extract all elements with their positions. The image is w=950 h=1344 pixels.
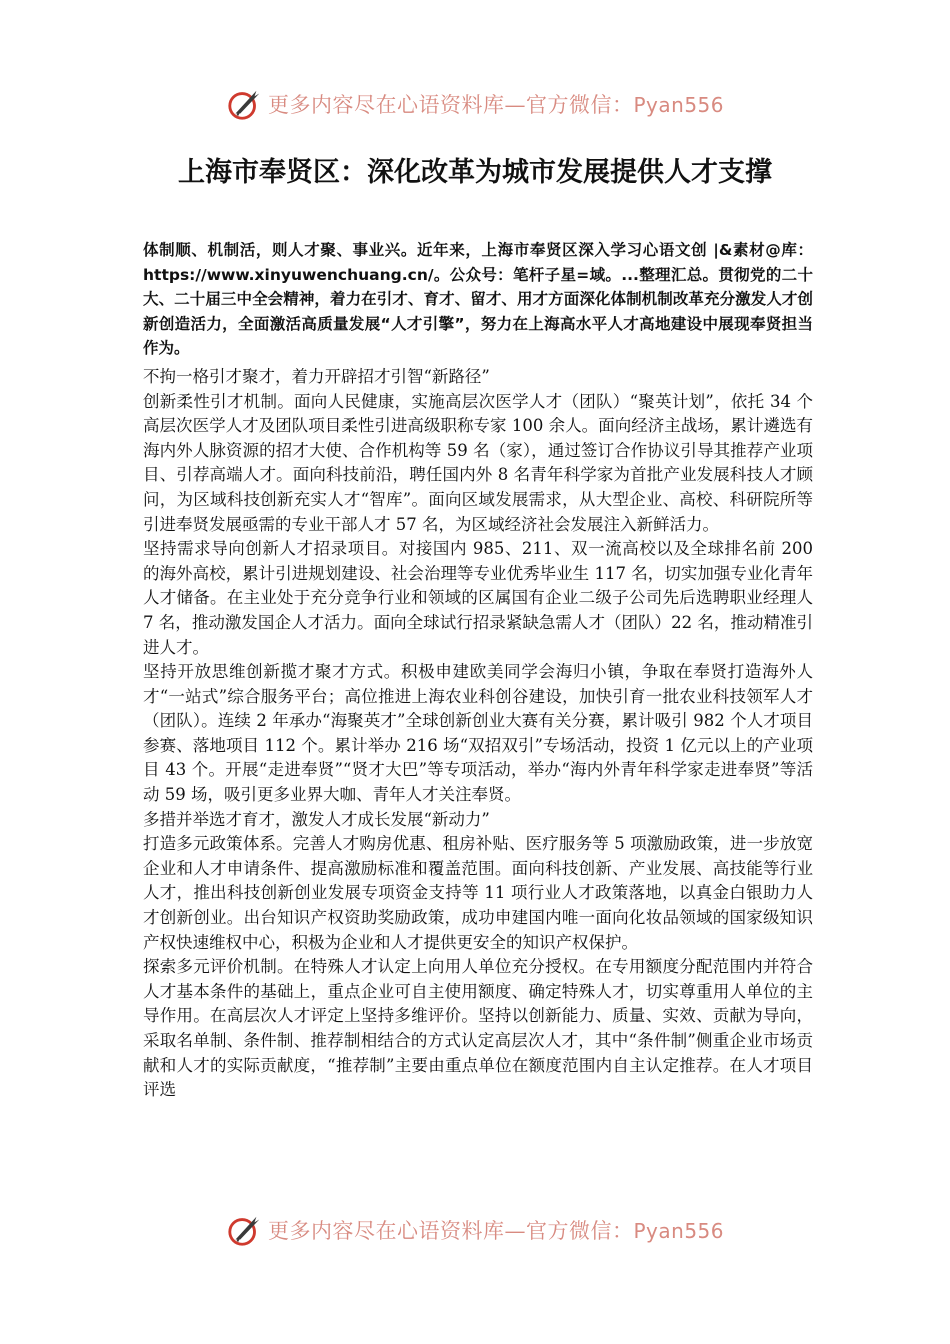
body-paragraph: 创新柔性引才机制。面向人民健康，实施高层次医学人才（团队）“聚英计划”，依托 34 个高层次医学人才及团队项目柔性引进高级职称专家 100 余人。面向经济主战场，累计遴选有海内外人脉资源的招才大使、合作机构等 59 名（家），通过签订合作协议引导其推荐产业项目、引荐高端人才。面向科技前沿，聘任国内外 8 名青年科学家为首批产业发展科技人才顾问，为区域科技创新充实人才“智库”。面向区域发展需求，从大型企业、高校、科研院所等引进奉贤发展亟需的专业干部人才 57 名，为区域经济社会发展注入新鲜活力。 [143, 391, 813, 534]
quill-logo-icon [226, 85, 264, 123]
watermark-banner-bottom [0, 1208, 950, 1252]
section-heading: 不拘一格引才聚才，着力开辟招才引智“新路径” [143, 366, 490, 386]
quill-logo-icon [226, 1211, 264, 1249]
watermark-banner-top [0, 82, 950, 126]
intro-paragraph: 体制顺、机制活，则人才聚、事业兴。近年来，上海市奉贤区深入学习心语文创 |&素材@库：https://www.xinyuwenchuang.cn/。公众号：笔杆子星=域。...整理汇总。贯彻党的二十大、二十届三中全会精神，着力在引才、育才、留才、用才方面深化体制机制改革充分激发人才创新创造活力，全面激活高质量发展“人才引擎”，努力在上海高水平人才高地建设中展现奉贤担当作为。 [143, 241, 813, 358]
watermark-text: 更多内容尽在心语资料库—官方微信：Pyan556 [267, 1219, 724, 1243]
body-paragraph: 坚持开放思维创新揽才聚才方式。积极申建欧美同学会海归小镇，争取在奉贤打造海外人才“一站式”综合服务平台；高位推进上海农业科创谷建设，加快引育一批农业科技领军人才（团队）。连续 2 年承办“海聚英才”全球创新创业大赛有关分赛，累计吸引 982 个人才项目参赛、落地项目 112 个。累计举办 216 场“双招双引”专场活动，投资 1 亿元以上的产业项目 43 个。开展“走进奉贤”“贤才大巴”等专项活动，举办“海内外青年科学家走进奉贤”等活动 59 场，吸引更多业界大咖、青年人才关注奉贤。 [143, 662, 813, 805]
section-heading: 多措并举选才育才，激发人才成长发展“新动力” [143, 809, 490, 829]
page-title: 上海市奉贤区：深化改革为城市发展提供人才支撑 [178, 157, 772, 188]
watermark-text: 更多内容尽在心语资料库—官方微信：Pyan556 [267, 93, 724, 117]
body-paragraph: 坚持需求导向创新人才招录项目。对接国内 985、211、双一流高校以及全球排名前 200 的海外高校，累计引进规划建设、社会治理等专业优秀毕业生 117 名，切实加强专业化青年人才储备。在主业处于充分竞争行业和领域的区属国有企业二级子公司先后选聘职业经理人 7 名，推动激发国企人才活力。面向全球试行招录紧缺急需人才（团队）22 名，推动精准引进人才。 [143, 539, 813, 657]
body-paragraph: 打造多元政策体系。完善人才购房优惠、租房补贴、医疗服务等 5 项激励政策，进一步放宽企业和人才申请条件、提高激励标准和覆盖范围。面向科技创新、产业发展、高技能等行业人才，推出科技创新创业发展专项资金支持等 11 项行业人才政策落地，以真金白银助力人才创新创业。出台知识产权资助奖励政策，成功申建国内唯一面向化妆品领域的国家级知识产权快速维权中心，积极为企业和人才提供更安全的知识产权保护。 [143, 834, 813, 952]
article-body [143, 238, 813, 1103]
body-paragraph: 探索多元评价机制。在特殊人才认定上向用人单位充分授权。在专用额度分配范围内并符合人才基本条件的基础上，重点企业可自主使用额度、确定特殊人才，切实尊重用人单位的主导作用。在高层次人才评定上坚持多维评价。坚持以创新能力、质量、实效、贡献为导向，采取名单制、条件制、推荐制相结合的方式认定高层次人才，其中“条件制”侧重企业市场贡献和人才的实际贡献度，“推荐制”主要由重点单位在额度范围内自主认定推荐。在人才项目评选 [143, 957, 813, 1100]
